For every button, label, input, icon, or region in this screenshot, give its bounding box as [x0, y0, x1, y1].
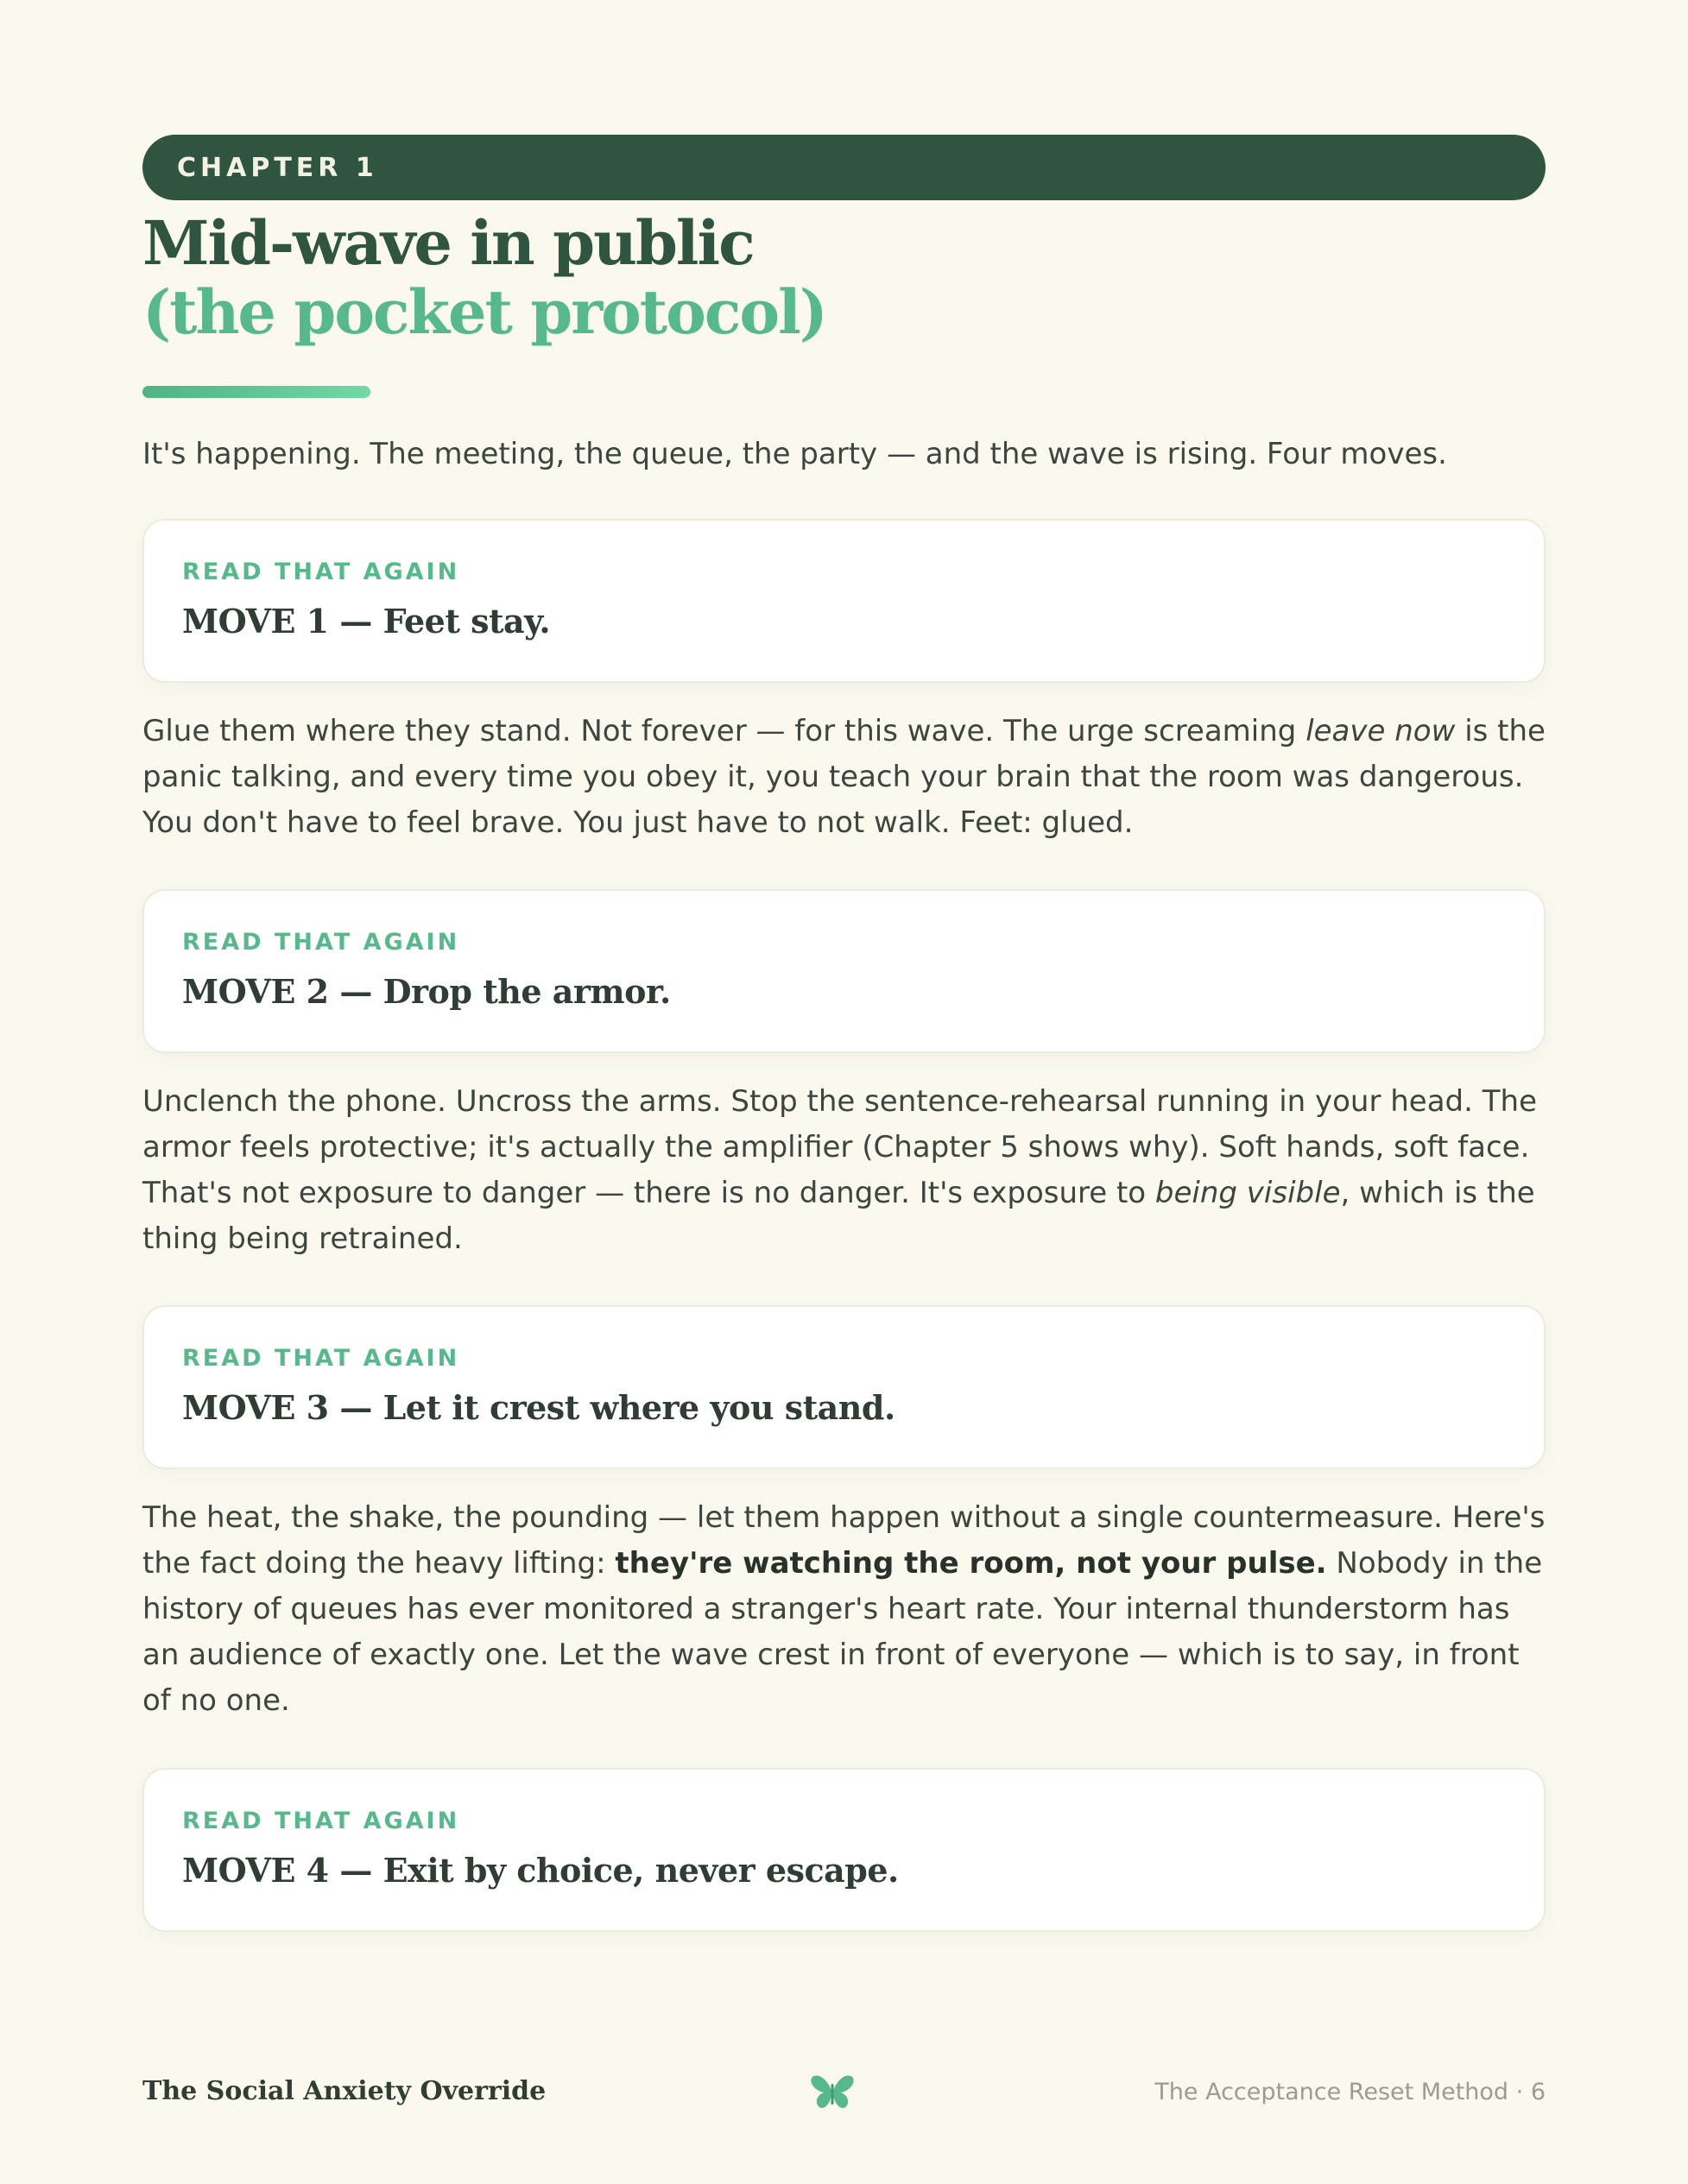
- chapter-banner: [142, 135, 1546, 200]
- chapter-subtitle: (the pocket protocol): [142, 276, 826, 348]
- move-4-title: MOVE 4 — Exit by choice, never escape.: [182, 1851, 899, 1890]
- emphasis-text: leave now: [1306, 714, 1456, 748]
- footer-book-title: The Social Anxiety Override: [142, 2076, 547, 2106]
- move-2-title: MOVE 2 — Drop the armor.: [182, 972, 671, 1011]
- emphasis-text: being visible: [1154, 1176, 1341, 1210]
- move-3-paragraph: The heat, the shake, the pounding — let them happen without a single countermeasure. Here's the fact doing the heavy lifting: they're watching the room, not your pulse. Nobody in the history of queues has ever monitored a stranger's heart rate. Your internal thunderstorm has an audience of exactly one. Let the wave crest in front of everyone — which is to say, in front of no one.: [142, 1500, 1546, 1718]
- move-1-paragraph: Glue them where they stand. Not forever — for this wave. The urge screaming leave now is the panic talking, and every time you obey it, you teach your brain that the room was dangerous. You don't have to feel brave. You just have to not walk. Feet: glued.: [142, 714, 1546, 840]
- move-1-title: MOVE 1 — Feet stay.: [182, 602, 551, 641]
- title-accent-divider: [142, 386, 370, 398]
- move-3-title: MOVE 3 — Let it crest where you stand.: [182, 1388, 895, 1427]
- callout-kicker: READ THAT AGAIN: [182, 559, 460, 585]
- bold-text: they're watching the room, not your pulse.: [615, 1546, 1327, 1581]
- intro-paragraph: It's happening. The meeting, the queue, the party — and the wave is rising. Four moves.: [142, 437, 1447, 471]
- page-title: [142, 209, 1546, 347]
- move-1-callout: [142, 519, 1546, 683]
- chapter-label: CHAPTER 1: [177, 152, 378, 183]
- callout-kicker: READ THAT AGAIN: [182, 1808, 460, 1834]
- footer-page-label: The Acceptance Reset Method · 6: [1154, 2079, 1546, 2105]
- butterfly-icon: [810, 2074, 855, 2111]
- move-4-callout: [142, 1768, 1546, 1932]
- move-2-paragraph: Unclench the phone. Uncross the arms. Stop the sentence-rehearsal running in your head. The armor feels protective; it's actually the amplifier (Chapter 5 shows why). Soft hands, soft face. That's not exposure to danger — there is no danger. It's exposure to being visible, which is the thing being retrained.: [142, 1084, 1537, 1256]
- callout-kicker: READ THAT AGAIN: [182, 1345, 460, 1372]
- callout-kicker: READ THAT AGAIN: [182, 929, 460, 956]
- move-3-callout: [142, 1305, 1546, 1469]
- move-2-callout: [142, 889, 1546, 1053]
- chapter-title: Mid-wave in public: [142, 207, 754, 279]
